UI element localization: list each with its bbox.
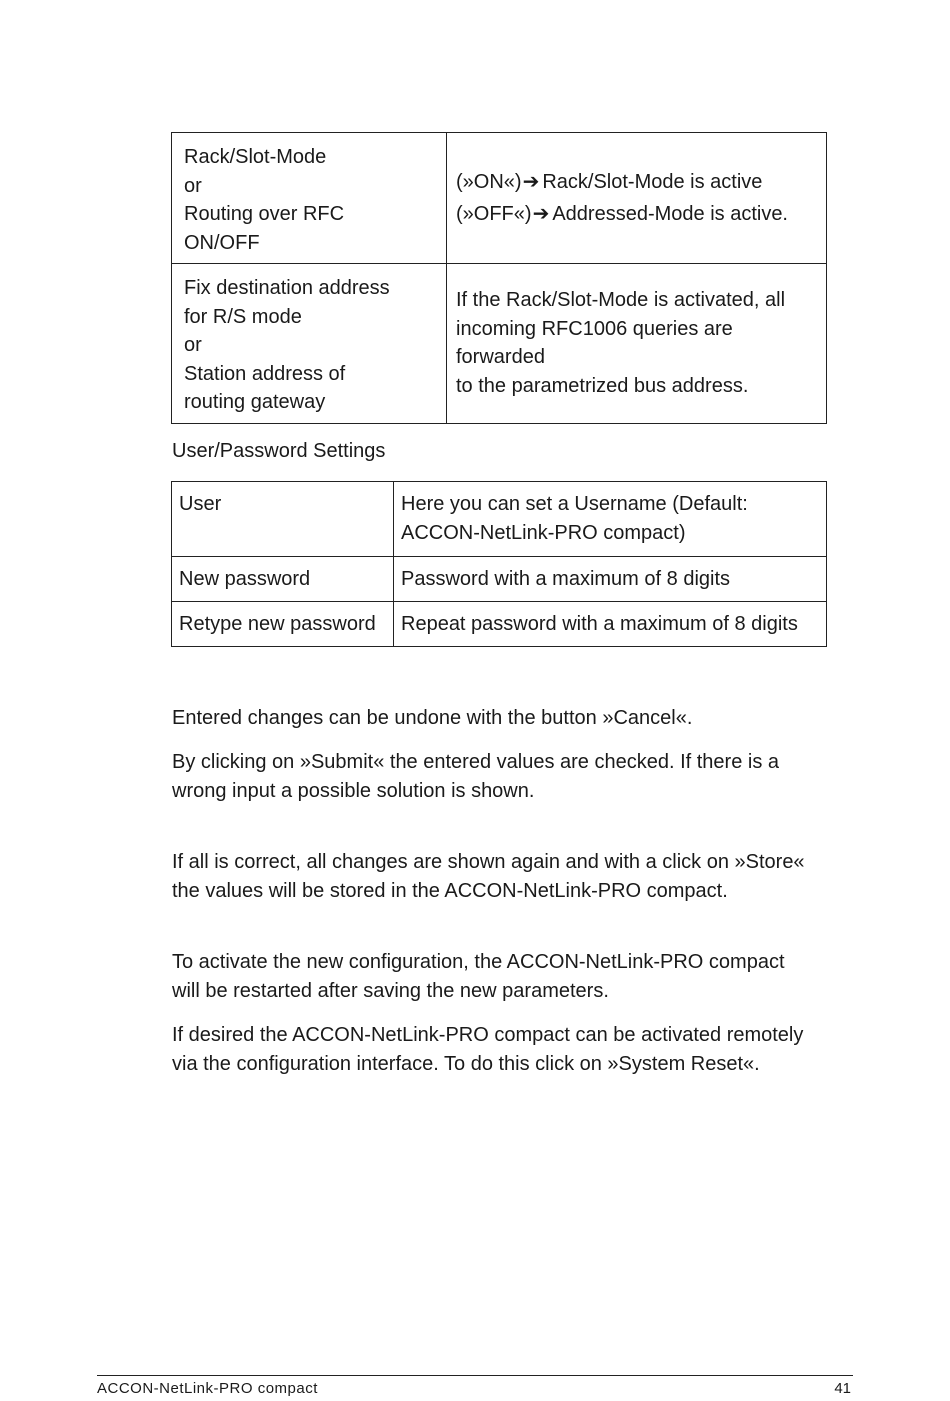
rack-slot-mode-label: Rack/Slot-Mode or Routing over RFC ON/OFF [184,146,345,254]
table-row [172,557,827,602]
table-row [172,133,827,264]
table-cell-label [172,133,447,264]
on-prefix: (»ON«) [456,171,522,193]
table-row [172,602,827,647]
table-cell-label: Retype new password [172,602,394,647]
on-description: Rack/Slot-Mode is active [542,171,763,193]
user-password-table [171,481,827,647]
table-cell-description [447,264,827,424]
arrow-right-icon: ➔ [532,202,550,225]
paragraph-system-reset: If desired the ACCON-NetLink-PRO compact can be activated remotely via the configuration interface. To do this click on »System Reset«. [172,1024,804,1075]
footer-divider [97,1375,853,1376]
section-heading: User/Password Settings [172,440,386,462]
table-row [172,264,827,424]
fix-destination-description: If the Rack/Slot-Mode is activated, all incoming RFC1006 queries are forwarded to the parametrized bus address. [456,289,786,397]
page-number: 41 [834,1380,851,1397]
table-cell-description [447,133,827,264]
paragraph-cancel: Entered changes can be undone with the button »Cancel«. [172,707,693,729]
paragraph-submit: By clicking on »Submit« the entered values are checked. If there is a wrong input a possible solution is shown. [172,751,780,802]
paragraph-store: If all is correct, all changes are shown again and with a click on »Store« the values will be stored in the ACCON-NetLink-PRO compact. [172,851,805,902]
mode-on-line [456,168,818,197]
table-row [172,482,827,557]
table-cell-label [172,264,447,424]
arrow-right-icon: ➔ [522,171,540,193]
fix-destination-label: Fix destination address for R/S mode or Station address of routing gateway [184,277,390,413]
paragraph-activate: To activate the new configuration, the ACCON-NetLink-PRO compact will be restarted after saving the new parameters. [172,951,785,1002]
table-cell-description: Password with a maximum of 8 digits [394,557,827,602]
off-description: Addressed-Mode is active. [552,202,788,225]
table-cell-description: Repeat password with a maximum of 8 digits [394,602,827,647]
table-cell-label: User [172,482,394,557]
footer-title: ACCON-NetLink-PRO compact [97,1380,318,1397]
mode-off-line [456,200,818,229]
table-cell-description [394,482,827,557]
table-cell-label: New password [172,557,394,602]
off-prefix: (»OFF«) [456,202,532,225]
user-description: Here you can set a Username (Default: ACCON-NetLink-PRO compact) [401,493,748,544]
rack-slot-settings-table [171,132,827,424]
